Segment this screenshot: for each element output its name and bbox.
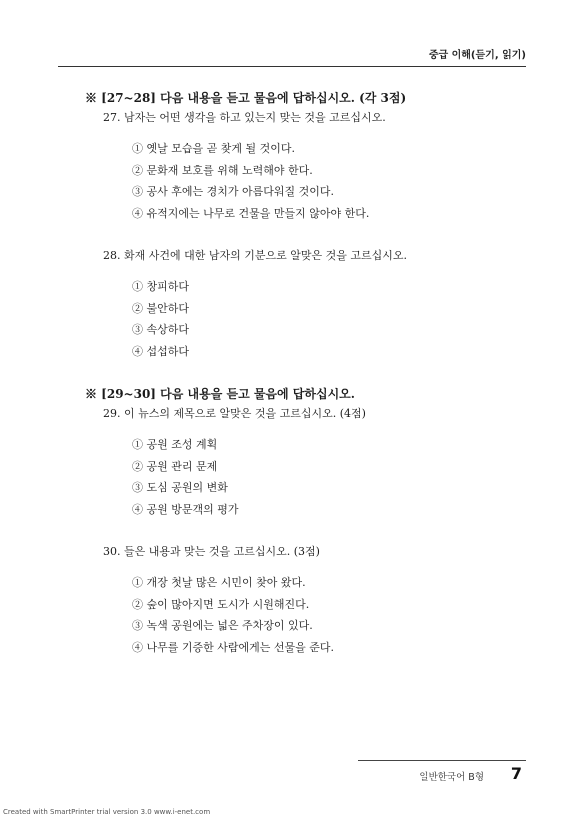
option-3: ③ 공사 후에는 경치가 아름다워질 것이다.: [132, 185, 334, 198]
option-4: ④ 공원 방문객의 평가: [132, 502, 239, 516]
option-4: ④ 유적지에는 나무로 건물을 만들지 않아야 한다.: [132, 206, 370, 220]
option-1: ① 공원 조성 계획: [132, 438, 218, 451]
option-list: [85, 572, 525, 658]
question-text: 30. 들은 내용과 맞는 것을 고르십시오. (3점): [103, 545, 320, 558]
question-27: [85, 108, 525, 224]
option-2: ② 숲이 많아지면 도시가 시원해진다.: [132, 597, 310, 611]
question-30: [85, 542, 525, 658]
header-rule: [58, 66, 526, 67]
question-text: 29. 이 뉴스의 제목으로 알맞은 것을 고르십시오. (4점): [103, 407, 366, 420]
option-4: ④ 섭섭하다: [132, 344, 190, 358]
section-heading: ※ [27~28] 다음 내용을 듣고 물음에 답하십시오. (각 3점): [85, 91, 407, 105]
option-2: ② 공원 관리 문제: [132, 459, 218, 473]
option-list: [85, 276, 525, 362]
option-list: [85, 434, 525, 520]
option-2: ② 불안하다: [132, 301, 190, 315]
option-3: ③ 녹색 공원에는 넓은 주차장이 있다.: [132, 619, 313, 632]
section-29-30: [85, 384, 525, 658]
footer-text: 일반한국어 B형: [419, 772, 484, 783]
option-4: ④ 나무를 기증한 사람에게는 선물을 준다.: [132, 640, 334, 654]
question-28: [85, 246, 525, 362]
page-number: 7: [510, 764, 522, 783]
option-3: ③ 속상하다: [132, 323, 190, 336]
question-29: [85, 404, 525, 520]
option-1: ① 옛날 모습을 곧 찾게 될 것이다.: [132, 142, 295, 155]
page-footer: [0, 760, 580, 790]
option-3: ③ 도심 공원의 변화: [132, 481, 228, 494]
footer-rule: [358, 760, 526, 761]
section-heading: ※ [29~30] 다음 내용을 듣고 물음에 답하십시오.: [85, 387, 355, 401]
header-title: 중급 이해(듣기, 읽기): [428, 50, 526, 61]
page-header: [0, 38, 580, 68]
question-text: 28. 화재 사건에 대한 남자의 기분으로 알맞은 것을 고르십시오.: [103, 249, 407, 262]
option-list: [85, 138, 525, 224]
exam-content: [85, 88, 525, 658]
option-1: ① 개장 첫날 많은 시민이 찾아 왔다.: [132, 576, 306, 589]
question-text: 27. 남자는 어떤 생각을 하고 있는지 맞는 것을 고르십시오.: [103, 111, 386, 124]
section-27-28: [85, 88, 525, 362]
option-1: ① 창피하다: [132, 280, 190, 293]
watermark-text: Created with SmartPrinter trial version 3.0 www.i-enet.com: [3, 808, 211, 816]
option-2: ② 문화재 보호를 위해 노력해야 한다.: [132, 163, 313, 177]
